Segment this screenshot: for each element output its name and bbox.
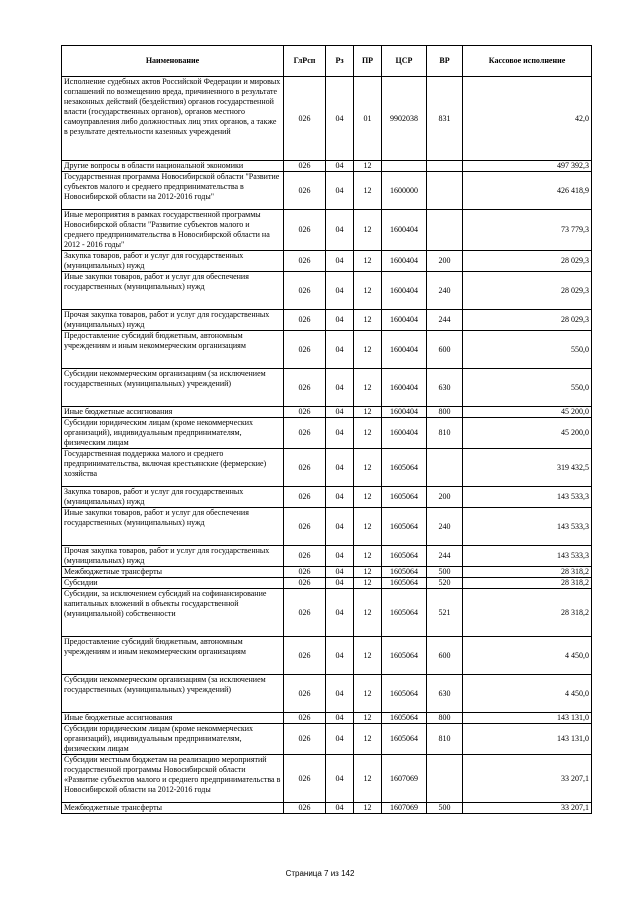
row-name: Иные закупки товаров, работ и услуг для обеспечения государственных (муниципальных) нужд [62,508,284,546]
header-name: Наименование [62,46,284,77]
row-pr: 12 [354,803,382,814]
row-pr: 12 [354,724,382,755]
row-pr: 12 [354,331,382,369]
table-row [62,172,592,210]
table-row [62,449,592,487]
row-vr [427,210,463,251]
table-row [62,578,592,589]
row-pr: 12 [354,407,382,418]
row-rz: 04 [326,369,354,407]
table-row [62,487,592,508]
row-glrsp: 026 [284,675,326,713]
row-vr [427,449,463,487]
row-rz: 04 [326,172,354,210]
row-csr: 1600000 [382,172,427,210]
table-row [62,210,592,251]
header-vr: ВР [427,46,463,77]
row-name: Субсидии некоммерческим организациям (за исключением государственных (муниципальных) учреждений) [62,369,284,407]
row-rz: 04 [326,418,354,449]
row-amount: 550,0 [463,369,592,407]
row-amount: 33 207,1 [463,803,592,814]
row-name: Закупка товаров, работ и услуг для государственных (муниципальных) нужд [62,487,284,508]
row-vr: 831 [427,77,463,161]
row-vr: 521 [427,589,463,637]
row-rz: 04 [326,713,354,724]
row-pr: 12 [354,578,382,589]
row-glrsp: 026 [284,407,326,418]
row-csr: 1600404 [382,272,427,310]
table-row [62,407,592,418]
table-row [62,272,592,310]
row-amount: 73 779,3 [463,210,592,251]
row-vr: 630 [427,369,463,407]
row-vr: 240 [427,272,463,310]
row-vr: 630 [427,675,463,713]
table-row [62,77,592,161]
row-amount: 143 533,3 [463,546,592,567]
row-amount: 4 450,0 [463,637,592,675]
row-name: Исполнение судебных актов Российской Федерации и мировых соглашений по возмещению вреда, причиненного в результате незаконных действий (бездействия) органов государственной власти (государственных органов), органов местного самоуправления либо должностных лиц этих органов, а также в результате деятельности казенных учреждений [62,77,284,161]
table-row [62,331,592,369]
row-glrsp: 026 [284,589,326,637]
row-glrsp: 026 [284,755,326,803]
row-csr: 1600404 [382,407,427,418]
row-glrsp: 026 [284,369,326,407]
row-glrsp: 026 [284,567,326,578]
row-amount: 550,0 [463,331,592,369]
row-vr [427,755,463,803]
row-csr: 1605064 [382,546,427,567]
header-glrsp: ГлРсп [284,46,326,77]
row-pr: 12 [354,713,382,724]
row-vr: 800 [427,713,463,724]
table-row [62,310,592,331]
row-glrsp: 026 [284,713,326,724]
row-glrsp: 026 [284,310,326,331]
header-pr: ПР [354,46,382,77]
table-row [62,713,592,724]
row-amount: 28 318,2 [463,589,592,637]
row-pr: 12 [354,310,382,331]
row-pr: 12 [354,589,382,637]
row-csr: 1600404 [382,331,427,369]
row-amount: 28 318,2 [463,578,592,589]
row-pr: 12 [354,161,382,172]
row-name: Субсидии юридическим лицам (кроме некоммерческих организаций), индивидуальным предпринимателям, физическим лицам [62,724,284,755]
row-csr: 1605064 [382,578,427,589]
row-name: Государственная программа Новосибирской области "Развитие субъектов малого и среднего предпринимательства в Новосибирской области на 2012-2016 годы" [62,172,284,210]
row-vr: 600 [427,637,463,675]
table-row [62,369,592,407]
row-glrsp: 026 [284,161,326,172]
row-csr: 1607069 [382,803,427,814]
row-name: Иные мероприятия в рамках государственной программы Новосибирской области "Развитие субъектов малого и среднего предпринимательства в Новосибирской области на 2012 - 2016 годы" [62,210,284,251]
table-row [62,803,592,814]
row-csr: 1605064 [382,449,427,487]
row-pr: 12 [354,369,382,407]
header-rz: Рз [326,46,354,77]
row-glrsp: 026 [284,487,326,508]
row-pr: 12 [354,418,382,449]
row-csr: 1607069 [382,755,427,803]
row-name: Прочая закупка товаров, работ и услуг для государственных (муниципальных) нужд [62,546,284,567]
row-amount: 319 432,5 [463,449,592,487]
table-row [62,251,592,272]
row-csr: 1605064 [382,487,427,508]
row-name: Прочая закупка товаров, работ и услуг для государственных (муниципальных) нужд [62,310,284,331]
row-name: Межбюджетные трансферты [62,567,284,578]
row-pr: 12 [354,637,382,675]
table-row [62,755,592,803]
row-name: Субсидии местным бюджетам на реализацию мероприятий государственной программы Новосибирской области «Развитие субъектов малого и среднего предпринимательства в Новосибирской области на 2012-2016 годы [62,755,284,803]
row-vr: 240 [427,508,463,546]
row-rz: 04 [326,546,354,567]
row-name: Субсидии юридическим лицам (кроме некоммерческих организаций), индивидуальным предпринимателям, физическим лицам [62,418,284,449]
row-glrsp: 026 [284,272,326,310]
row-glrsp: 026 [284,331,326,369]
row-amount: 426 418,9 [463,172,592,210]
page-number: Страница 7 из 142 [285,869,355,878]
row-name: Закупка товаров, работ и услуг для государственных (муниципальных) нужд [62,251,284,272]
row-amount: 143 131,0 [463,724,592,755]
row-vr: 810 [427,724,463,755]
row-name: Иные закупки товаров, работ и услуг для обеспечения государственных (муниципальных) нужд [62,272,284,310]
table-row [62,161,592,172]
table-row [62,418,592,449]
row-glrsp: 026 [284,418,326,449]
row-glrsp: 026 [284,251,326,272]
row-pr: 12 [354,449,382,487]
row-glrsp: 026 [284,637,326,675]
row-name: Субсидии [62,578,284,589]
row-glrsp: 026 [284,546,326,567]
row-amount: 4 450,0 [463,675,592,713]
row-vr [427,161,463,172]
row-csr: 1605064 [382,675,427,713]
row-pr: 12 [354,210,382,251]
row-pr: 12 [354,251,382,272]
row-rz: 04 [326,508,354,546]
row-rz: 04 [326,637,354,675]
row-amount: 143 533,3 [463,487,592,508]
row-amount: 28 029,3 [463,272,592,310]
row-csr: 1605064 [382,589,427,637]
row-vr [427,172,463,210]
row-amount: 28 029,3 [463,310,592,331]
row-name: Предоставление субсидий бюджетным, автономным учреждениям и иным некоммерческим организациям [62,331,284,369]
row-rz: 04 [326,589,354,637]
row-pr: 01 [354,77,382,161]
row-name: Государственная поддержка малого и среднего предпринимательства, включая крестьянские (фермерские) хозяйства [62,449,284,487]
row-pr: 12 [354,508,382,546]
row-rz: 04 [326,449,354,487]
row-pr: 12 [354,567,382,578]
row-rz: 04 [326,77,354,161]
table-header-row [62,46,592,77]
row-amount: 42,0 [463,77,592,161]
row-pr: 12 [354,546,382,567]
row-amount: 28 029,3 [463,251,592,272]
row-glrsp: 026 [284,803,326,814]
row-csr: 1605064 [382,508,427,546]
row-amount: 143 533,3 [463,508,592,546]
row-name: Субсидии некоммерческим организациям (за исключением государственных (муниципальных) учреждений) [62,675,284,713]
row-amount: 45 200,0 [463,418,592,449]
row-glrsp: 026 [284,724,326,755]
row-amount: 45 200,0 [463,407,592,418]
row-vr: 500 [427,803,463,814]
row-vr: 600 [427,331,463,369]
row-rz: 04 [326,578,354,589]
row-name: Другие вопросы в области национальной экономики [62,161,284,172]
row-rz: 04 [326,724,354,755]
row-pr: 12 [354,755,382,803]
row-amount: 497 392,3 [463,161,592,172]
row-vr: 244 [427,310,463,331]
header-csr: ЦСР [382,46,427,77]
row-csr: 1600404 [382,210,427,251]
row-csr: 1605064 [382,724,427,755]
row-glrsp: 026 [284,172,326,210]
table-row [62,508,592,546]
row-rz: 04 [326,331,354,369]
row-amount: 28 318,2 [463,567,592,578]
row-glrsp: 026 [284,578,326,589]
row-csr: 9902038 [382,77,427,161]
row-name: Субсидии, за исключением субсидий на софинансирование капитальных вложений в объекты государственной (муниципальной) собственности [62,589,284,637]
row-amount: 143 131,0 [463,713,592,724]
row-pr: 12 [354,272,382,310]
row-glrsp: 026 [284,449,326,487]
row-rz: 04 [326,567,354,578]
row-rz: 04 [326,251,354,272]
row-rz: 04 [326,675,354,713]
row-vr: 500 [427,567,463,578]
header-amount: Кассовое исполнение [463,46,592,77]
row-rz: 04 [326,161,354,172]
row-name: Иные бюджетные ассигнования [62,713,284,724]
table-row [62,675,592,713]
row-name: Межбюджетные трансферты [62,803,284,814]
row-csr: 1605064 [382,713,427,724]
row-vr: 520 [427,578,463,589]
row-rz: 04 [326,487,354,508]
row-name: Предоставление субсидий бюджетным, автономным учреждениям и иным некоммерческим организациям [62,637,284,675]
row-vr: 200 [427,487,463,508]
row-vr: 200 [427,251,463,272]
row-vr: 810 [427,418,463,449]
row-pr: 12 [354,487,382,508]
row-glrsp: 026 [284,77,326,161]
row-pr: 12 [354,172,382,210]
row-pr: 12 [354,675,382,713]
row-vr: 800 [427,407,463,418]
row-csr [382,161,427,172]
row-glrsp: 026 [284,210,326,251]
row-rz: 04 [326,755,354,803]
row-rz: 04 [326,407,354,418]
table-row [62,567,592,578]
table-row [62,724,592,755]
table-row [62,589,592,637]
row-csr: 1600404 [382,369,427,407]
row-rz: 04 [326,272,354,310]
row-rz: 04 [326,803,354,814]
row-csr: 1605064 [382,567,427,578]
row-name: Иные бюджетные ассигнования [62,407,284,418]
row-rz: 04 [326,210,354,251]
row-rz: 04 [326,310,354,331]
table-row [62,546,592,567]
row-csr: 1600404 [382,251,427,272]
row-vr: 244 [427,546,463,567]
row-csr: 1605064 [382,637,427,675]
budget-table [61,45,592,814]
row-amount: 33 207,1 [463,755,592,803]
table-row [62,637,592,675]
row-csr: 1600404 [382,418,427,449]
row-csr: 1600404 [382,310,427,331]
row-glrsp: 026 [284,508,326,546]
